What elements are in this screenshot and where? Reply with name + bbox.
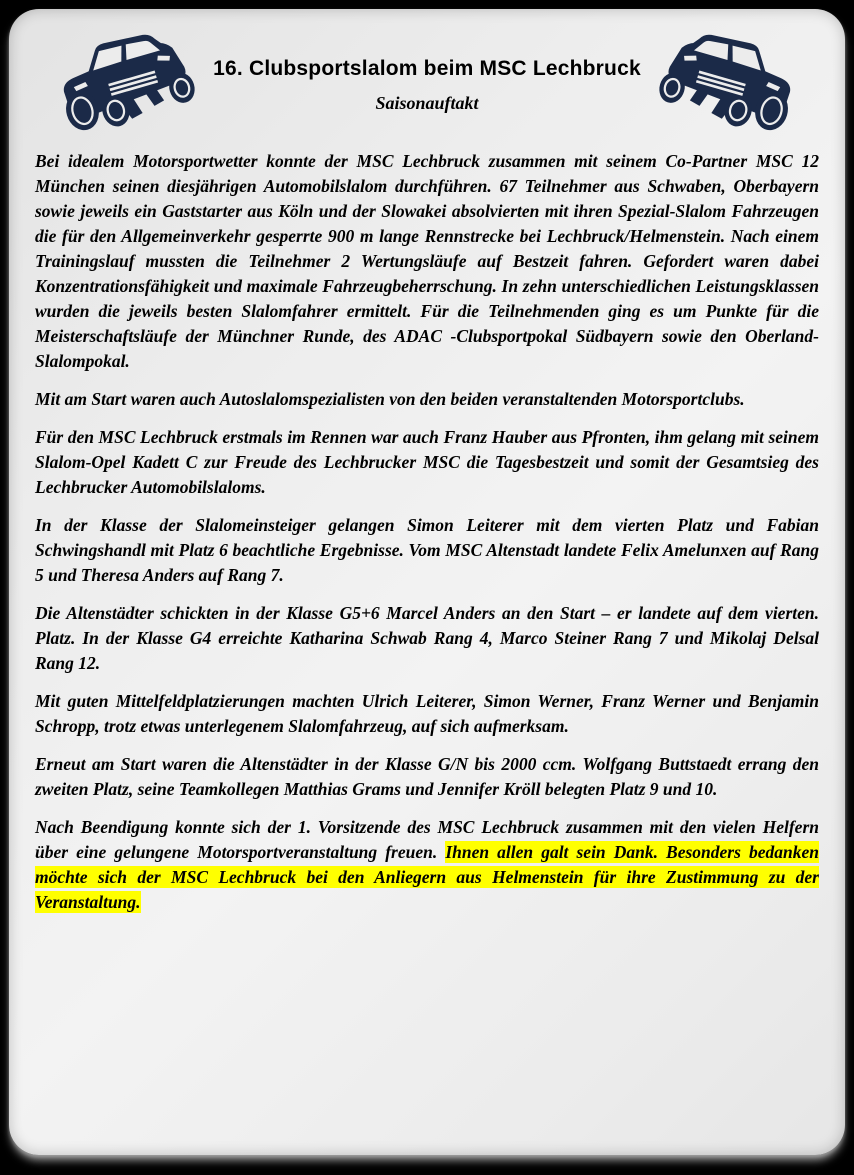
paragraph-text: Für den MSC Lechbruck erstmals im Rennen war auch Franz Hauber aus Pfronten, ihm gelang mit seinem Slalom-Opel Kadett C zur Freude des Lechbrucker MSC die Tagesbestzeit und somit der Gesamtsieg des Lechbrucker Automobilslaloms. — [35, 427, 819, 497]
paragraph-2 — [35, 387, 819, 412]
highlighted-text: Ihnen allen galt sein Dank. Besonders bedanken möchte sich der MSC Lechbruck bei den Anliegern aus Helmenstein für ihre Zustimmung zu der Veranstaltung. — [35, 842, 819, 912]
paragraph-7 — [35, 752, 819, 802]
page-title: 16. Clubsportslalom beim MSC Lechbruck — [213, 57, 641, 80]
article-card — [9, 9, 845, 1155]
paragraph-6 — [35, 689, 819, 739]
paragraph-4 — [35, 513, 819, 588]
article-header — [35, 25, 819, 129]
paragraph-text: Mit am Start waren auch Autoslalomspezialisten von den beiden veranstaltenden Motorsportclubs. — [35, 389, 745, 409]
paragraph-text: Die Altenstädter schickten in der Klasse G5+6 Marcel Anders an den Start – er landete auf dem vierten. Platz. In der Klasse G4 erreichte Katharina Schwab Rang 4, Marco Steiner Rang 7 und Mikolaj Delsal Rang 12. — [35, 603, 819, 673]
page-subtitle: Saisonauftakt — [375, 93, 479, 113]
rally-car-icon — [51, 27, 203, 131]
paragraph-text: Mit guten Mittelfeldplatzierungen machten Ulrich Leiterer, Simon Werner, Franz Werner und Benjamin Schropp, trotz etwas unterlegenem Slalomfahrzeug, auf sich aufmerksam. — [35, 691, 819, 736]
paragraph-text: Nach Beendigung konnte sich der 1. Vorsitzende des MSC Lechbruck zusammen mit den vielen Helfern über eine gelungene Motorsportveranstaltung freuen. — [35, 817, 819, 862]
rally-car-icon-mirrored — [651, 27, 803, 131]
paragraph-3 — [35, 425, 819, 500]
paragraph-text: In der Klasse der Slalomeinsteiger gelangen Simon Leiterer mit dem vierten Platz und Fabian Schwingshandl mit Platz 6 beachtliche Ergebnisse. Vom MSC Altenstadt landete Felix Amelunxen auf Rang 5 und Theresa Anders auf Rang 7. — [35, 515, 819, 585]
paragraph-5 — [35, 601, 819, 676]
paragraph-text: Bei idealem Motorsportwetter konnte der MSC Lechbruck zusammen mit seinem Co-Partner MSC 12 München seinen diesjährigen Automobilslalom durchführen. 67 Teilnehmer aus Schwaben, Oberbayern sowie jeweils ein Gaststarter aus Köln und der Slowakei absolvierten mit ihren Spezial-Slalom Fahrzeugen die für den Allgemeinverkehr gesperrte 900 m lange Rennstrecke bei Lechbruck/Helmenstein. Nach einem Trainingslauf mussten die Teilnehmer 2 Wertungsläufe auf Bestzeit fahren. Gefordert waren dabei Konzentrationsfähigkeit und maximale Fahrzeugbeherrschung. In zehn unterschiedlichen Leistungsklassen wurden die jeweils besten Slalomfahrer ermittelt. Für die Teilnehmenden ging es um Punkte für die Meisterschaftsläufe der Münchner Runde, des ADAC -Clubsportpokal Südbayern sowie den Oberland-Slalompokal. — [35, 151, 819, 371]
paragraph-text: Erneut am Start waren die Altenstädter in der Klasse G/N bis 2000 ccm. Wolfgang Buttstaedt errang den zweiten Platz, seine Teamkollegen Matthias Grams und Jennifer Kröll belegten Platz 9 und 10. — [35, 754, 819, 799]
paragraph-1 — [35, 149, 819, 374]
paragraph-8 — [35, 815, 819, 915]
article-body — [35, 149, 819, 915]
